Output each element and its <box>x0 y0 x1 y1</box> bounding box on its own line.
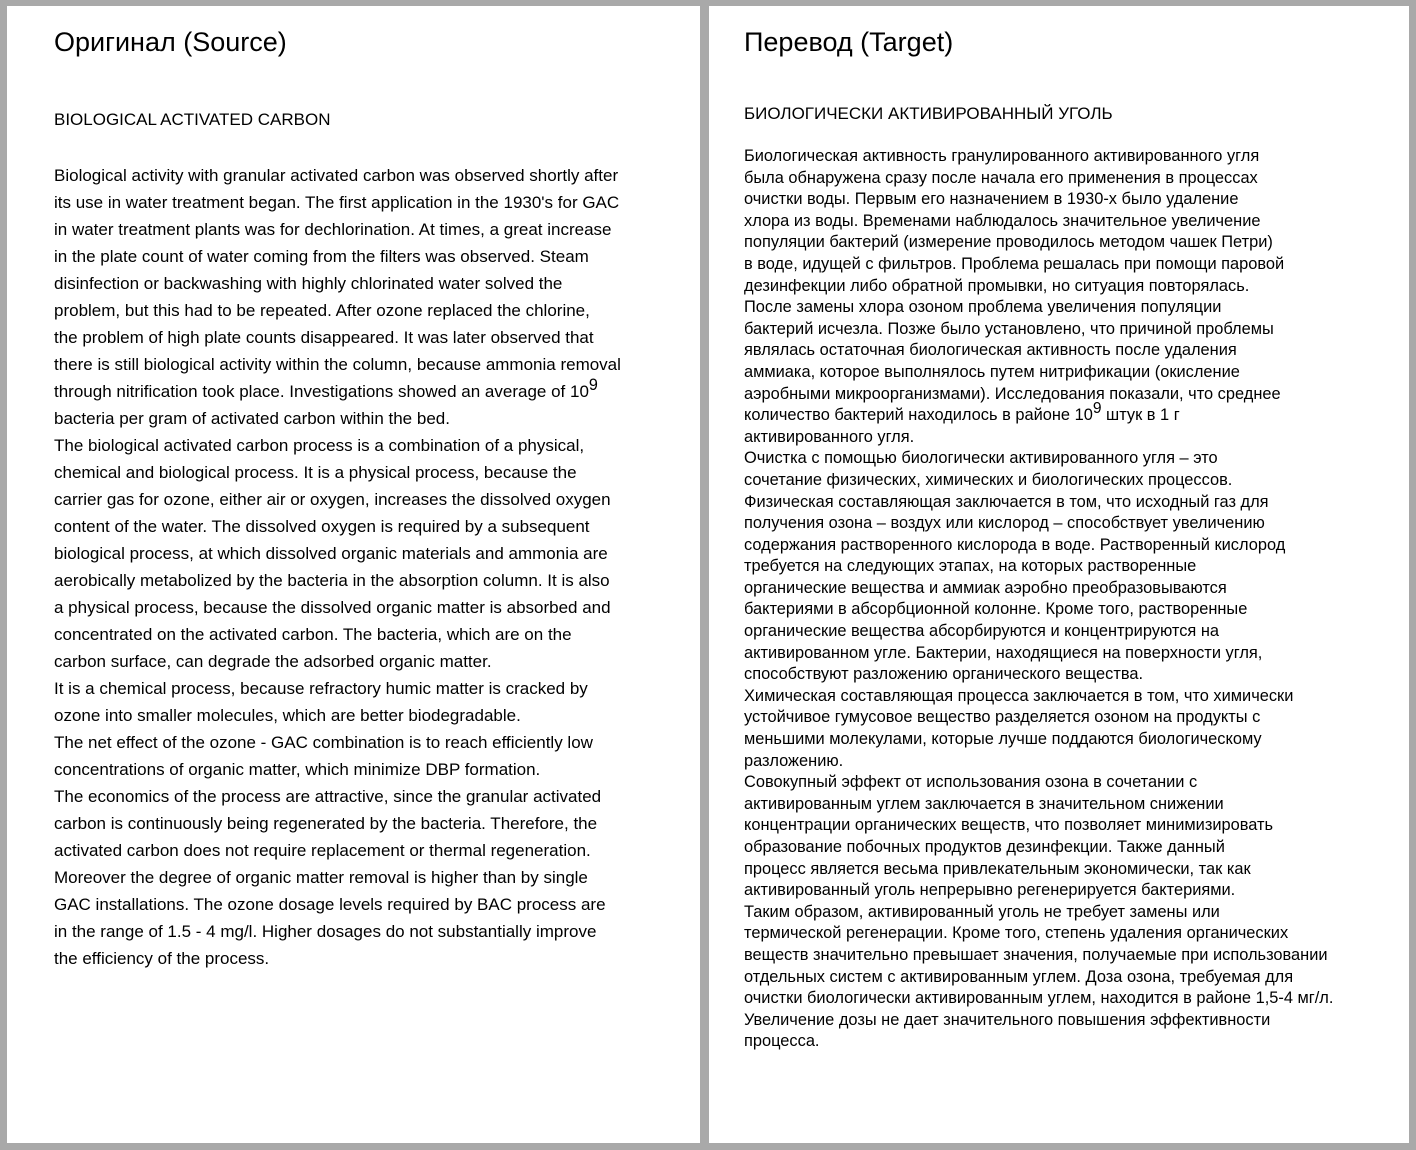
target-text-line: Увеличение дозы не дает значительного повышения эффективности <box>744 1010 1271 1029</box>
target-text-line: сочетание физических, химических и биологических процессов. <box>744 470 1233 489</box>
target-text-line: была обнаружена сразу после начала его применения в процессах <box>744 168 1258 187</box>
target-text-line: Очистка с помощью биологически активированного угля – это <box>744 449 1218 468</box>
source-text-line: carbon is continuously being regenerated by the bacteria. Therefore, the <box>54 814 598 833</box>
target-paragraph <box>744 686 1399 772</box>
source-text-line: a physical process, because the dissolved organic matter is absorbed and <box>54 598 611 617</box>
target-text-line: аммиака, которое выполнялось путем нитрификации (окисление <box>744 362 1240 381</box>
target-text-line: Таким образом, активированный уголь не требует замены или <box>744 902 1220 921</box>
target-text-line: активированном угле. Бактерии, находящиеся на поверхности угля, <box>744 643 1263 662</box>
source-text-line: The economics of the process are attractive, since the granular activated <box>54 787 602 806</box>
source-text-line: there is still biological activity within the column, because ammonia removal <box>54 355 621 374</box>
source-exponent: 9 <box>588 375 598 394</box>
source-text-line: The net effect of the ozone - GAC combination is to reach efficiently low <box>54 733 593 752</box>
target-text-line: очистки биологически активированным углем, находится в районе 1,5-4 мг/л. <box>744 989 1334 1008</box>
source-text-line: It is a chemical process, because refractory humic matter is cracked by <box>54 679 588 698</box>
target-text-line: являлась остаточная биологическая активность после удаления <box>744 341 1237 360</box>
target-text-line: аэробными микроорганизмами). Исследования показали, что среднее <box>744 384 1281 403</box>
target-text-line: После замены хлора озоном проблема увеличения популяции <box>744 298 1222 317</box>
target-paragraph <box>744 448 1399 686</box>
target-paragraph <box>744 772 1399 902</box>
target-text-line: дезинфекции либо обратной промывки, но ситуация повторялась. <box>744 276 1250 295</box>
source-exponent-base: through nitrification took place. Investigations showed an average of 10 <box>54 382 589 401</box>
target-heading: БИОЛОГИЧЕСКИ АКТИВИРОВАННЫЙ УГОЛЬ <box>744 104 1113 123</box>
target-pane <box>709 6 1409 1143</box>
target-text-line: меньшими молекулами, которые лучше поддаются биологическому <box>744 730 1262 749</box>
source-text-line: activated carbon does not require replacement or thermal regeneration. <box>54 841 591 860</box>
source-text-line: disinfection or backwashing with highly chlorinated water solved the <box>54 274 563 293</box>
source-pane <box>7 6 700 1143</box>
source-text-line: concentrated on the activated carbon. The bacteria, which are on the <box>54 625 572 644</box>
target-text-line: отдельных систем с активированным углем. Доза озона, требуемая для <box>744 967 1294 986</box>
source-text-line: content of the water. The dissolved oxygen is required by a subsequent <box>54 517 590 536</box>
target-text-line: в воде, идущей с фильтров. Проблема решалась при помощи паровой <box>744 254 1285 273</box>
source-heading: BIOLOGICAL ACTIVATED CARBON <box>54 110 331 129</box>
source-text-line: ozone into smaller molecules, which are better biodegradable. <box>54 706 521 725</box>
source-text-line: bacteria per gram of activated carbon within the bed. <box>54 409 450 428</box>
source-text-line: carbon surface, can degrade the adsorbed organic matter. <box>54 652 492 671</box>
target-text-line: Физическая составляющая заключается в том, что исходный газ для <box>744 492 1269 511</box>
target-exponent-base: количество бактерий находилось в районе 10 <box>744 406 1093 425</box>
source-text-line <box>54 375 664 405</box>
source-pane-title: Оригинал (Source) <box>54 27 287 57</box>
target-body <box>744 146 1399 1053</box>
target-text-line: органические вещества абсорбируются и концентрируются на <box>744 622 1220 641</box>
source-text-line: biological process, at which dissolved organic materials and ammonia are <box>54 544 608 563</box>
source-text-line: in the range of 1.5 - 4 mg/l. Higher dosages do not substantially improve <box>54 922 597 941</box>
source-paragraph <box>54 729 664 783</box>
target-text-line: устойчивое гумусовое вещество разделяется озоном на продукты с <box>744 708 1261 727</box>
target-exponent-tail: штук в 1 г <box>1101 406 1180 425</box>
source-text-line: Biological activity with granular activated carbon was observed shortly after <box>54 166 619 185</box>
target-text-line: популяции бактерий (измерение проводилось методом чашек Петри) <box>744 233 1273 252</box>
target-text-line: требуется на следующих этапах, на которых растворенные <box>744 557 1197 576</box>
target-pane-title: Перевод (Target) <box>744 27 954 57</box>
target-text-line: бактериями в абсорбционной колонне. Кроме того, растворенные <box>744 600 1248 619</box>
target-text-line: способствуют разложению органического вещества. <box>744 665 1144 684</box>
source-text-line: problem, but this had to be repeated. After ozone replaced the chlorine, <box>54 301 590 320</box>
target-text-line: хлора из воды. Временами наблюдалось значительное увеличение <box>744 211 1261 230</box>
target-text-line: Совокупный эффект от использования озона в сочетании с <box>744 773 1198 792</box>
target-text-line: образование побочных продуктов дезинфекции. Также данный <box>744 838 1225 856</box>
source-text-line: concentrations of organic matter, which minimize DBP formation. <box>54 760 541 779</box>
target-text-line: разложению. <box>744 751 844 770</box>
target-text-line: веществ значительно превышает значения, получаемые при использовании <box>744 945 1328 964</box>
target-paragraph <box>744 146 1399 448</box>
source-text-line: in water treatment plants was for dechlorination. At times, a great increase <box>54 220 612 239</box>
target-text-line: активированным углем заключается в значительном снижении <box>744 794 1224 813</box>
target-paragraph <box>744 902 1399 1053</box>
source-text-line: aerobically metabolized by the bacteria in the absorption column. It is also <box>54 571 610 590</box>
target-text-line <box>744 399 1399 427</box>
source-paragraph <box>54 162 664 432</box>
target-text-line: процесс является весьма привлекательным экономически, так как <box>744 859 1251 878</box>
source-paragraph <box>54 675 664 729</box>
source-text-line: its use in water treatment began. The first application in the 1930's for GAC <box>54 193 620 212</box>
source-paragraph <box>54 783 664 972</box>
target-text-line: термической регенерации. Кроме того, степень удаления органических <box>744 924 1289 943</box>
source-text-line: the efficiency of the process. <box>54 949 270 968</box>
target-text-line: содержания растворенного кислорода в воде. Растворенный кислород <box>744 535 1286 554</box>
source-text-line: carrier gas for ozone, either air or oxygen, increases the dissolved oxygen <box>54 490 611 509</box>
source-text-line: in the plate count of water coming from the filters was observed. Steam <box>54 247 589 266</box>
target-text-line: получения озона – воздух или кислород – способствует увеличению <box>744 514 1265 533</box>
source-text-line: chemical and biological process. It is a physical process, because the <box>54 463 577 482</box>
target-text-line: Химическая составляющая процесса заключается в том, что химически <box>744 686 1294 705</box>
source-paragraph <box>54 432 664 675</box>
target-text-line: органические вещества и аммиак аэробно преобразовываются <box>744 578 1227 597</box>
target-text-line: активированного угля. <box>744 427 915 446</box>
target-text-line: Биологическая активность гранулированного активированного угля <box>744 147 1260 165</box>
target-text-line: активированный уголь непрерывно регенерируется бактериями. <box>744 881 1236 900</box>
source-text-line: the problem of high plate counts disappeared. It was later observed that <box>54 328 594 347</box>
target-text-line: процесса. <box>744 1032 820 1051</box>
target-text-line: очистки воды. Первым его назначением в 1930-х было удаление <box>744 190 1239 209</box>
target-exponent: 9 <box>1092 399 1102 417</box>
source-text-line: GAC installations. The ozone dosage levels required by BAC process are <box>54 895 606 914</box>
target-text-line: концентрации органических веществ, что позволяет минимизировать <box>744 816 1274 835</box>
target-text-line: бактерий исчезла. Позже было установлено, что причиной проблемы <box>744 319 1274 338</box>
source-body <box>54 162 664 972</box>
source-text-line: Moreover the degree of organic matter removal is higher than by single <box>54 868 588 887</box>
source-text-line: The biological activated carbon process is a combination of a physical, <box>54 436 585 455</box>
